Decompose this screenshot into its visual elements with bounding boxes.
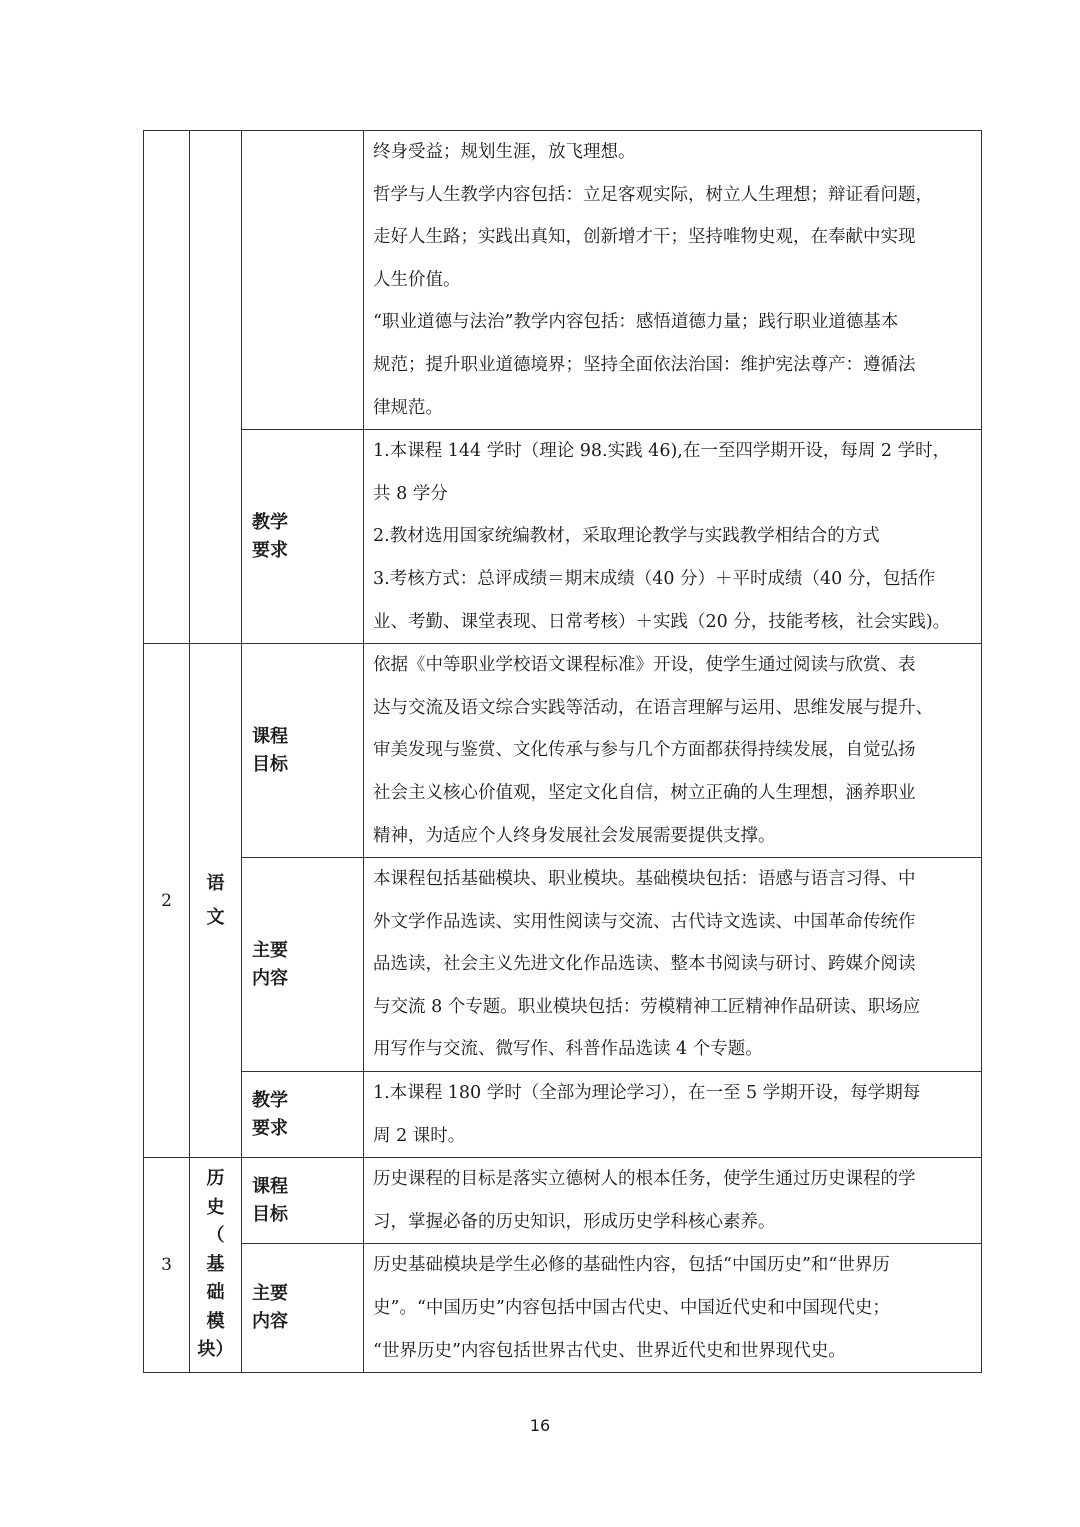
course-subject: 历 史 （ 基 础 模 块） xyxy=(190,1158,242,1373)
row-label: 主要 内容 xyxy=(242,1244,364,1373)
content-cell: 依据《中等职业学校语文课程标准》开设，使学生通过阅读与欣赏、表 达与交流及语文综合实践等活动，在语言理解与运用、思维发展与提升、 审美发现与鉴赏、文化传承与参与几个方面都获得持续发展，自觉弘扬 社会主义核心价值观，坚定文化自信，树立正确的人生理想，涵养职业 精神，为适应个人终身发展社会发展需要提供支撑。 xyxy=(364,644,982,858)
table-row xyxy=(144,1244,982,1373)
number-cell xyxy=(144,131,190,644)
page-number: 16 xyxy=(529,1416,551,1435)
table-row xyxy=(144,644,982,858)
table-row xyxy=(144,858,982,1072)
course-number: 3 xyxy=(144,1158,190,1373)
table-row xyxy=(144,430,982,644)
course-subject: 语 文 xyxy=(190,644,242,1158)
content-cell: 历史课程的目标是落实立德树人的根本任务，使学生通过历史课程的学 习，掌握必备的历史知识，形成历史学科核心素养。 xyxy=(364,1158,982,1244)
course-number: 2 xyxy=(144,644,190,1158)
row-label: 教学 要求 xyxy=(242,1072,364,1158)
table-row xyxy=(144,1072,982,1158)
row-label: 主要 内容 xyxy=(242,858,364,1072)
course-table xyxy=(143,130,982,1373)
subject-cell xyxy=(190,131,242,644)
row-label: 课程 目标 xyxy=(242,1158,364,1244)
table-row xyxy=(144,1158,982,1244)
table-row xyxy=(144,131,982,430)
content-cell: 历史基础模块是学生必修的基础性内容，包括“中国历史”和“世界历 史”。“中国历史”内容包括中国古代史、中国近代史和中国现代史； “世界历史”内容包括世界古代史、世界近代史和世界现代史。 xyxy=(364,1244,982,1373)
content-cell: 1.本课程 180 学时（全部为理论学习），在一至 5 学期开设，每学期每 周 2 课时。 xyxy=(364,1072,982,1158)
label-cell xyxy=(242,131,364,430)
row-label: 课程 目标 xyxy=(242,644,364,858)
content-cell: 终身受益；规划生涯，放飞理想。 哲学与人生教学内容包括：立足客观实际，树立人生理想；辩证看问题， 走好人生路；实践出真知，创新增才干；坚持唯物史观，在奉献中实现 人生价值。 “职业道德与法治”教学内容包括：感悟道德力量；践行职业道德基本 规范；提升职业道德境界；坚持全面依法治国：维护宪法尊产：遵循法 律规范。 xyxy=(364,131,982,430)
row-label: 教学 要求 xyxy=(242,430,364,644)
content-cell: 本课程包括基础模块、职业模块。基础模块包括：语感与语言习得、中 外文学作品选读、实用性阅读与交流、古代诗文选读、中国革命传统作 品选读，社会主义先进文化作品选读、整本书阅读与研讨、跨媒介阅读 与交流 8 个专题。职业模块包括：劳模精神工匠精神作品研读、职场应 用写作与交流、微写作、科普作品选读 4 个专题。 xyxy=(364,858,982,1072)
content-cell: 1.本课程 144 学时（理论 98.实践 46),在一至四学期开设，每周 2 学时， 共 8 学分 2.教材选用国家统编教材，采取理论教学与实践教学相结合的方式 3.考核方式：总评成绩＝期末成绩（40 分）＋平时成绩（40 分，包括作 业、考勤、课堂表现、日常考核）＋实践（20 分，技能考核，社会实践)。 xyxy=(364,430,982,644)
